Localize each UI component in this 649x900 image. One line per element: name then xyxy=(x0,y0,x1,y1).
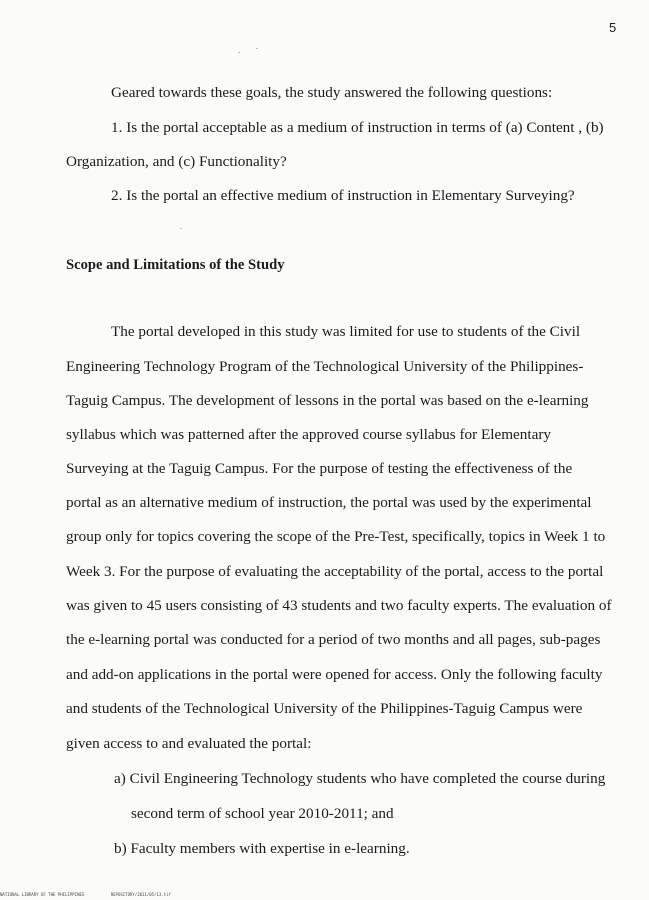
body-line: and add-on applications in the portal were opened for access. Only the following faculty xyxy=(66,666,603,683)
footer-library: NATIONAL LIBRARY OF THE PHILIPPINES xyxy=(0,892,85,897)
body-line: and students of the Technological University of the Philippines-Taguig Campus were xyxy=(66,700,583,717)
question-1-line-2: Organization, and (c) Functionality? xyxy=(66,153,287,170)
body-line: was given to 45 users consisting of 43 students and two faculty experts. The evaluation of xyxy=(66,597,612,614)
intro-lead: Geared towards these goals, the study answered the following questions: xyxy=(111,84,553,101)
list-item-a-line-1: a) Civil Engineering Technology students who have completed the course during xyxy=(114,770,606,787)
body-line: The portal developed in this study was limited for use to students of the Civil xyxy=(111,323,581,340)
section-heading: Scope and Limitations of the Study xyxy=(66,257,285,273)
list-item-b: b) Faculty members with expertise in e-learning. xyxy=(114,840,410,857)
footer-code: REPOSITORY/2011/05/13.tif xyxy=(110,892,171,897)
question-2: 2. Is the portal an effective medium of instruction in Elementary Surveying? xyxy=(111,187,575,204)
body-line: syllabus which was patterned after the approved course syllabus for Elementary xyxy=(66,426,551,443)
scan-speck xyxy=(238,52,240,53)
scan-footer xyxy=(0,892,195,897)
body-line: the e-learning portal was conducted for a period of two months and all pages, sub-pages xyxy=(66,631,601,648)
body-line: given access to and evaluated the portal: xyxy=(66,735,312,752)
list-item-a-line-2: second term of school year 2010-2011; and xyxy=(131,805,394,822)
page-number: 5 xyxy=(609,20,617,35)
body-line: Surveying at the Taguig Campus. For the purpose of testing the effectiveness of the xyxy=(66,460,573,477)
body-line: Week 3. For the purpose of evaluating the acceptability of the portal, access to the portal xyxy=(66,563,604,580)
question-1-line-1: 1. Is the portal acceptable as a medium of instruction in terms of (a) Content , (b) xyxy=(111,119,604,136)
body-line: Engineering Technology Program of the Technological University of the Philippines- xyxy=(66,358,584,375)
scan-speck xyxy=(180,228,182,229)
scan-speck xyxy=(256,48,258,49)
body-line: Taguig Campus. The development of lessons in the portal was based on the e-learning xyxy=(66,392,589,409)
body-line: group only for topics covering the scope of the Pre-Test, specifically, topics in Week 1 to xyxy=(66,528,606,545)
body-line: portal as an alternative medium of instruction, the portal was used by the experimental xyxy=(66,494,592,511)
